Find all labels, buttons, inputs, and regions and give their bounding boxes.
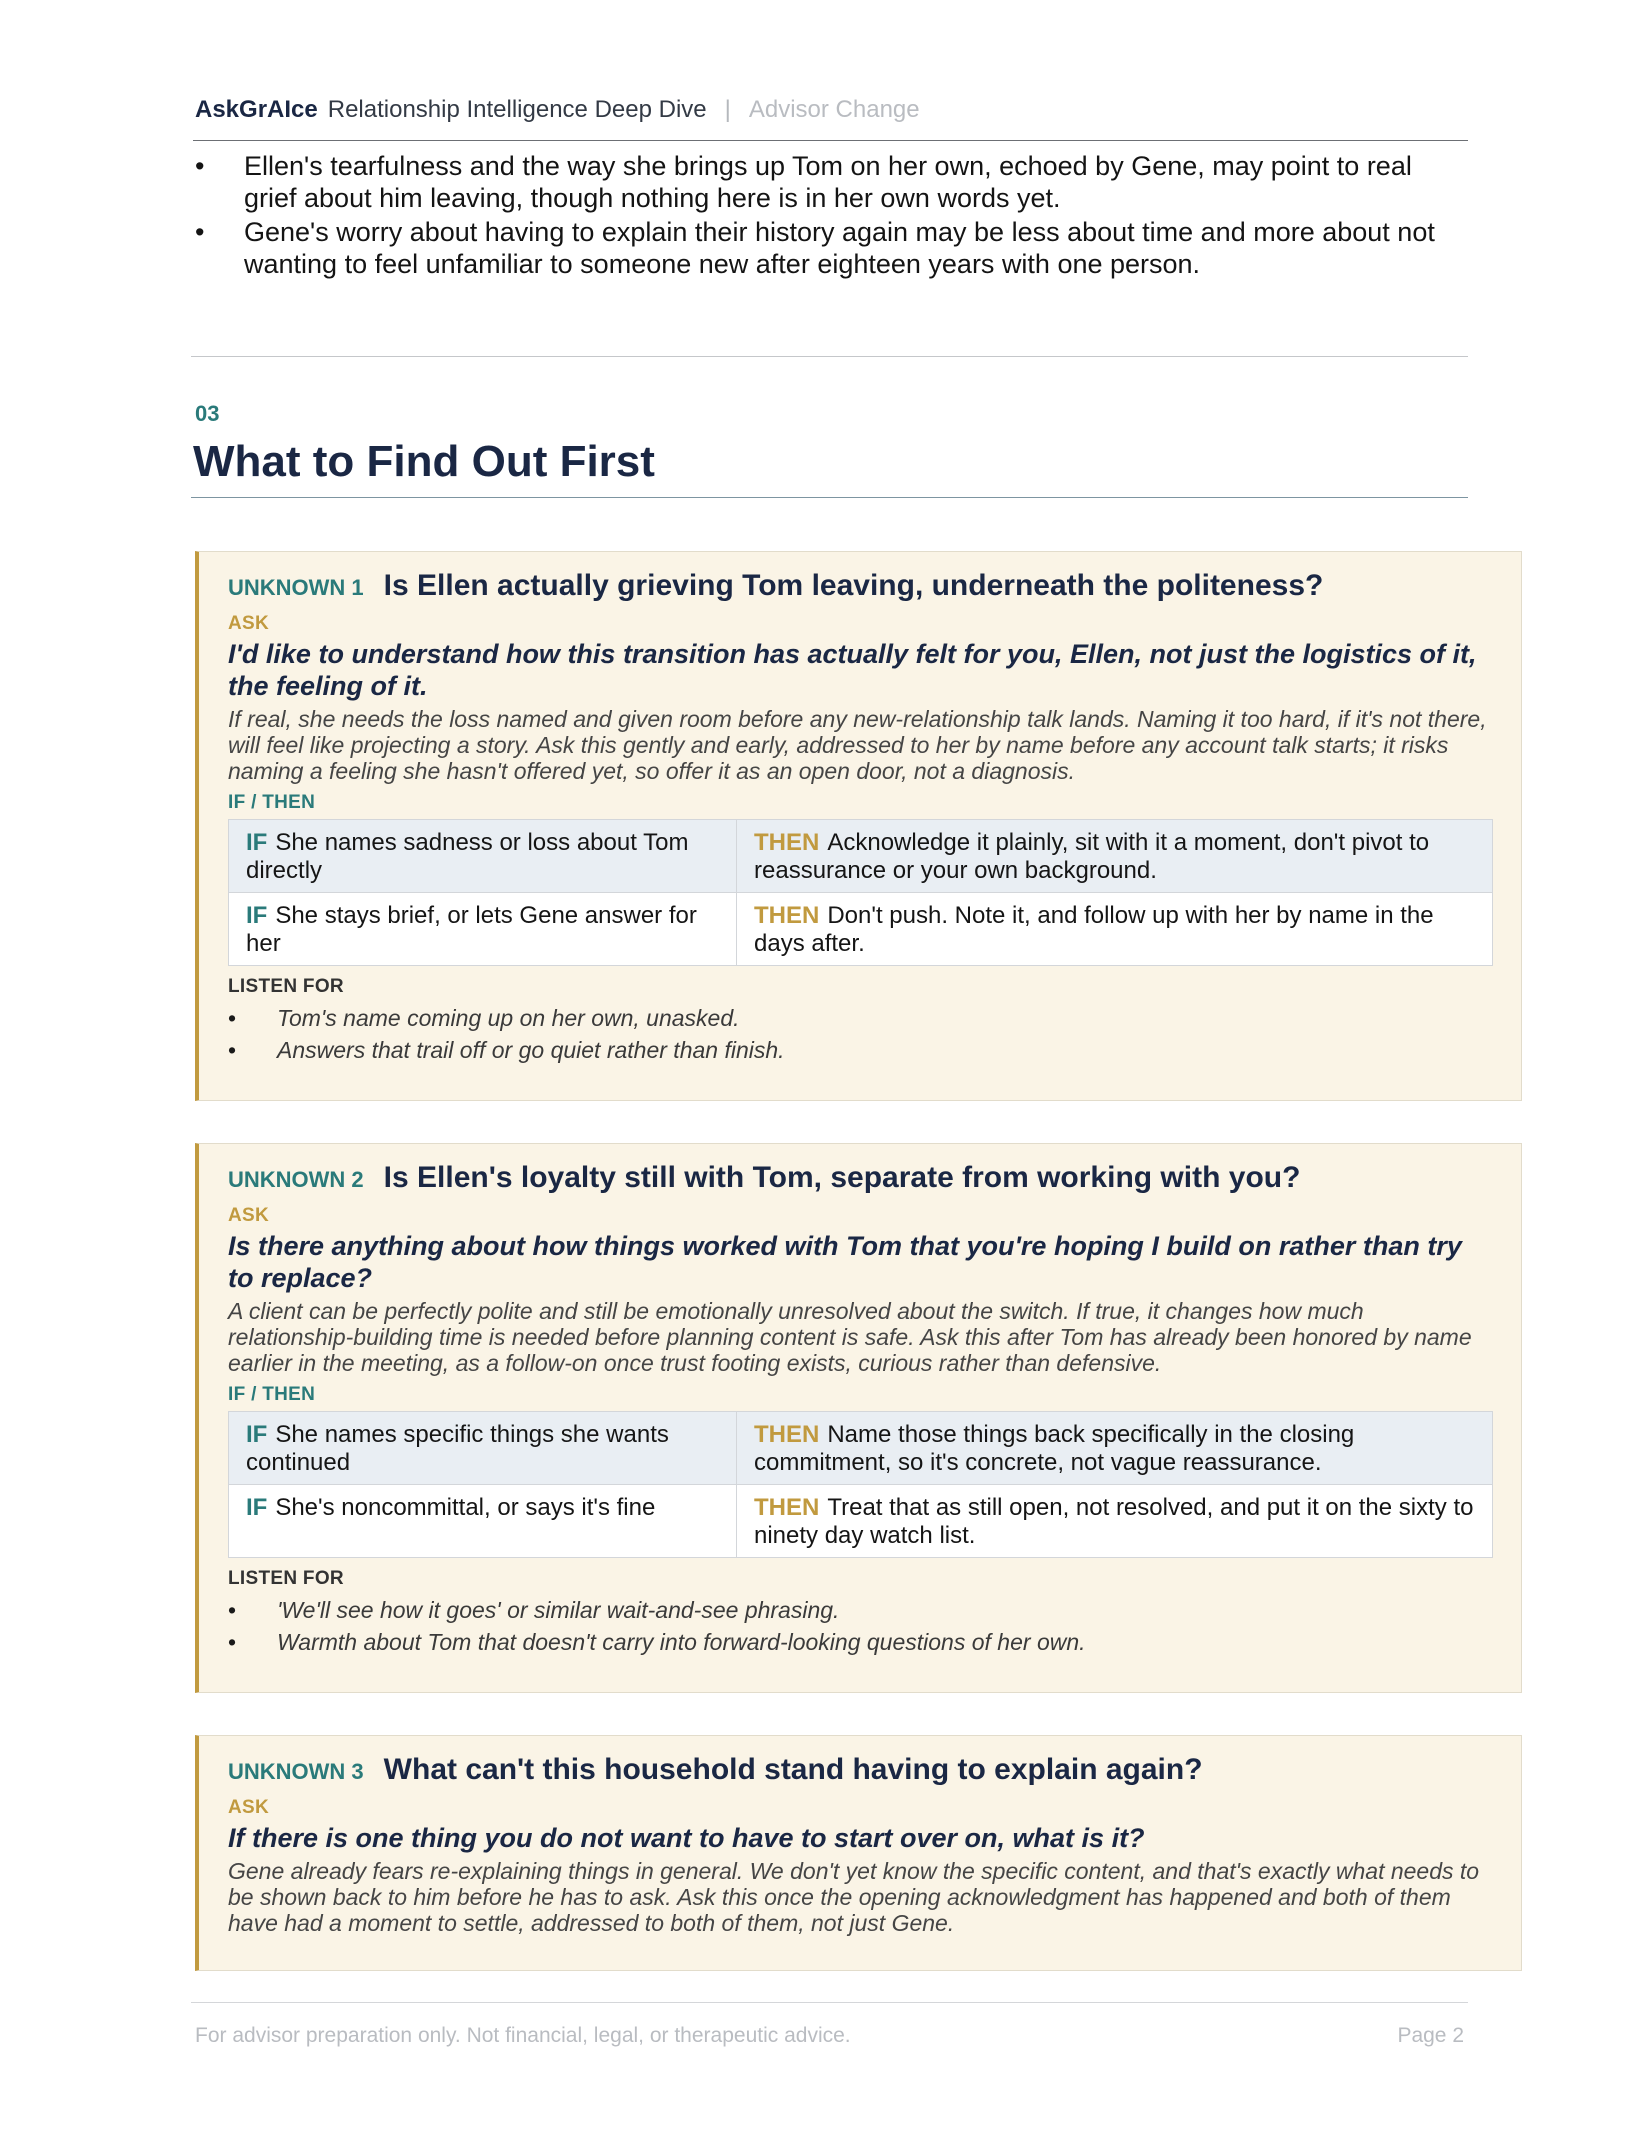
table-row (229, 1412, 1493, 1485)
then-action: Acknowledge it plainly, sit with it a moment, don't pivot to reassurance or your own background. (754, 829, 1430, 884)
rationale-note: Gene already fears re-explaining things in general. We don't yet know the specific content, and that's exactly what needs to be shown back to him before he has to ask. Ask this once the opening acknowledgment has happened and both of them have had a moment to settle, addressed to both of them, not just Gene. (228, 1858, 1480, 1936)
document-title: Relationship Intelligence Deep Dive (327, 96, 707, 123)
carryover-bullet-list (195, 150, 1465, 282)
header-divider (193, 140, 1468, 141)
list-item: • Tom's name coming up on her own, unasked. (228, 1002, 1493, 1034)
list-item: • Warmth about Tom that doesn't carry into forward-looking questions of her own. (228, 1626, 1493, 1658)
if-condition: She names sadness or loss about Tom directly (246, 829, 689, 884)
card-header (228, 569, 1493, 609)
then-keyword: THEN (754, 1421, 820, 1448)
then-action: Name those things back specifically in the closing commitment, so it's concrete, not vague reassurance. (754, 1421, 1355, 1476)
then-keyword: THEN (754, 829, 820, 856)
then-action: Treat that as still open, not resolved, and put it on the sixty to ninety day watch list. (754, 1494, 1474, 1549)
if-keyword: IF (246, 829, 268, 856)
then-action: Don't push. Note it, and follow up with her by name in the days after. (754, 902, 1434, 957)
list-item: • 'We'll see how it goes' or similar wait-and-see phrasing. (228, 1594, 1493, 1626)
section-divider (191, 356, 1468, 357)
if-keyword: IF (246, 1494, 268, 1521)
unknown-card-3 (195, 1735, 1522, 1971)
section-title-underline (191, 497, 1468, 498)
if-then-label: IF / THEN (228, 1384, 316, 1405)
rationale-note: If real, she needs the loss named and given room before any new-relationship talk lands. Naming it too hard, if it's not there, will feel like projecting a story. Ask this gently and early, addressed to her by name before any account talk starts; it risks naming a feeling she hasn't offered yet, so offer it as an open door, not a diagnosis. (228, 706, 1487, 784)
if-cell (229, 1485, 737, 1558)
if-condition: She's noncommittal, or says it's fine (275, 1494, 656, 1521)
page-number: Page 2 (1397, 2024, 1464, 2047)
table-row (229, 1485, 1493, 1558)
table-row (229, 893, 1493, 966)
ask-label: ASK (228, 613, 270, 634)
list-item: • Gene's worry about having to explain their history again may be less about time and more about not wanting to feel unfamiliar to someone new after eighteen years with one person. (195, 216, 1465, 280)
list-item: • Answers that trail off or go quiet rather than finish. (228, 1034, 1493, 1066)
if-keyword: IF (246, 902, 268, 929)
document-subtitle: Advisor Change (748, 96, 920, 123)
unknown-label: UNKNOWN 1 (228, 575, 364, 600)
if-then-table (228, 819, 1493, 966)
if-then-label: IF / THEN (228, 792, 316, 813)
brand-name: AskGrAIce (195, 96, 318, 123)
list-item: • Ellen's tearfulness and the way she brings up Tom on her own, echoed by Gene, may point to real grief about him leaving, though nothing here is in her own words yet. (195, 150, 1465, 214)
footer-disclaimer: For advisor preparation only. Not financial, legal, or therapeutic advice. (195, 2024, 851, 2047)
listen-for-label: LISTEN FOR (228, 1568, 344, 1589)
ask-label: ASK (228, 1797, 270, 1818)
if-condition: She names specific things she wants continued (246, 1421, 669, 1476)
listen-for-list (228, 1002, 1493, 1066)
ask-question: If there is one thing you do not want to have to start over on, what is it? (228, 1823, 1145, 1853)
unknown-card-1 (195, 551, 1522, 1101)
header-separator: | (724, 96, 731, 123)
card-header (228, 1161, 1493, 1201)
then-keyword: THEN (754, 1494, 820, 1521)
if-cell (229, 820, 737, 893)
section-title: What to Find Out First (193, 437, 655, 486)
if-then-table (228, 1411, 1493, 1558)
then-cell (737, 820, 1493, 893)
unknown-question: What can't this household stand having to explain again? (383, 1753, 1203, 1786)
then-keyword: THEN (754, 902, 820, 929)
if-cell (229, 893, 737, 966)
unknown-card-2 (195, 1143, 1522, 1693)
if-condition: She stays brief, or lets Gene answer for her (246, 902, 697, 957)
if-keyword: IF (246, 1421, 268, 1448)
card-header (228, 1753, 1493, 1793)
rationale-note: A client can be perfectly polite and still be emotionally unresolved about the switch. If true, it changes how much relationship-building time is needed before planning content is safe. Ask this after Tom has already been honored by name earlier in the meeting, as a follow-on once trust footing exists, curious rather than defensive. (228, 1298, 1472, 1376)
unknown-question: Is Ellen's loyalty still with Tom, separate from working with you? (383, 1161, 1301, 1194)
unknown-label: UNKNOWN 2 (228, 1167, 364, 1192)
ask-question: I'd like to understand how this transition has actually felt for you, Ellen, not just the logistics of it, the feeling of it. (228, 639, 1477, 701)
if-cell (229, 1412, 737, 1485)
listen-for-label: LISTEN FOR (228, 976, 344, 997)
table-row (229, 820, 1493, 893)
ask-label: ASK (228, 1205, 270, 1226)
then-cell (737, 893, 1493, 966)
unknown-label: UNKNOWN 3 (228, 1759, 364, 1784)
then-cell (737, 1485, 1493, 1558)
footer-divider (191, 2002, 1468, 2003)
ask-question: Is there anything about how things worked with Tom that you're hoping I build on rather than try to replace? (228, 1231, 1462, 1293)
listen-for-list (228, 1594, 1493, 1658)
unknown-question: Is Ellen actually grieving Tom leaving, underneath the politeness? (383, 569, 1324, 602)
then-cell (737, 1412, 1493, 1485)
page-header (195, 96, 1465, 124)
section-number: 03 (195, 401, 220, 426)
